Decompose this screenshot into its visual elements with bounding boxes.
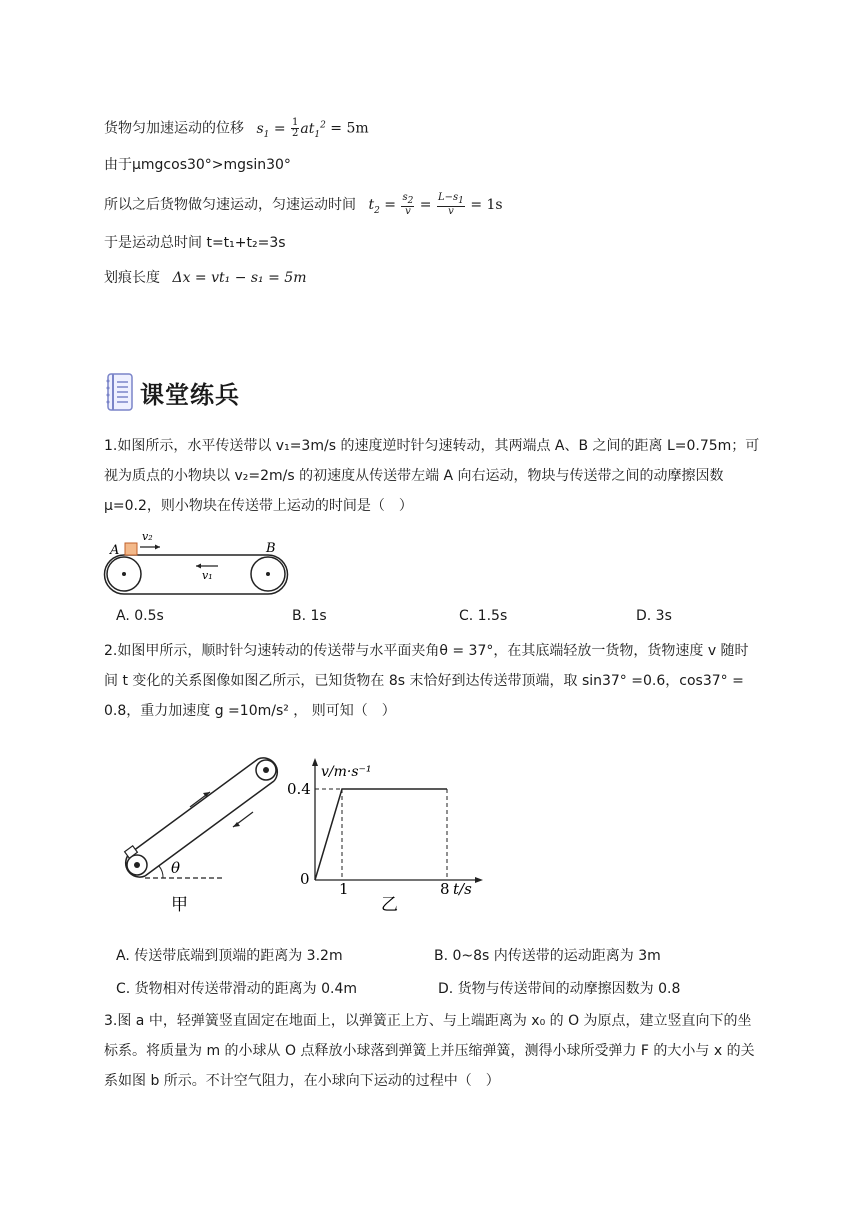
solution-line-uniform-time: 所以之后货物做匀速运动，匀速运动时间 $t_2$ = $\frac{s_2}{v}$ = $\frac{L-s_1}{v}$ = 1s xyxy=(104,192,503,217)
v-axis-label: v/m·s⁻¹ xyxy=(321,764,372,780)
v-tick-0.4: 0.4 xyxy=(287,780,311,798)
label-v1: v₁ xyxy=(202,569,213,582)
q1-option-d[interactable]: D. 3s xyxy=(636,608,672,624)
small-block xyxy=(125,543,137,555)
question-3-text: 3.图 a 中，轻弹簧竖直固定在地面上，以弹簧正上方、与上端距离为 x₀ 的 O 为原点，建立竖直向下的坐标系。将质量为 m 的小球从 O 点释放小球落到弹簧上并压缩弹簧，测得小球所受弹力 F 的大小与 x 的关系如图 b 所示。不计空气阻力，在小球向下运动的过程中（ ） xyxy=(104,1013,755,1089)
solution-line-total-time: 于是运动总时间 t=t₁+t₂=3s xyxy=(104,235,286,251)
caption-yi: 乙 xyxy=(381,895,398,915)
caption-jia: 甲 xyxy=(171,895,188,915)
section-heading xyxy=(104,372,240,412)
solution-line-displacement: 货物匀加速运动的位移 $s_1$ = $\frac{1}{2}$ $at_1^2 = 5m$ xyxy=(104,117,369,140)
t-tick-1: 1 xyxy=(339,880,349,898)
solution-line-scratch-length-text: 划痕长度 xyxy=(104,270,160,286)
solution-line-condition: 由于μmgcos30°>mgsin30° xyxy=(104,157,291,173)
angle-label: θ xyxy=(171,859,181,877)
t-axis-label: t/s xyxy=(453,880,472,898)
q2-option-a[interactable]: A. 传送带底端到顶端的距离为 3.2m xyxy=(116,948,343,964)
solution-line-scratch-length-formula: Δx = vt₁ − s₁ = 5m xyxy=(172,270,307,286)
vt-graph-figure xyxy=(285,752,495,917)
q1-option-b[interactable]: B. 1s xyxy=(292,608,327,624)
cargo-box xyxy=(125,846,138,858)
solution-line-displacement-text: 货物匀加速运动的位移 xyxy=(104,120,244,137)
section-title: 课堂练兵 xyxy=(140,380,240,409)
conveyor-figure-q1 xyxy=(100,528,300,598)
solution-line-scratch-length xyxy=(104,268,306,288)
q2-option-b[interactable]: B. 0~8s 内传送带的运动距离为 3m xyxy=(434,948,661,964)
q2-option-d[interactable]: D. 货物与传送带间的动摩擦因数为 0.8 xyxy=(438,981,681,997)
label-v2: v₂ xyxy=(142,530,153,543)
origin-label: 0 xyxy=(300,870,310,888)
q2-option-c[interactable]: C. 货物相对传送带滑动的距离为 0.4m xyxy=(116,981,358,997)
solution-line-uniform-time-text: 所以之后货物做匀速运动，匀速运动时间 xyxy=(104,197,356,213)
solution-line-displacement-formula: = 5m xyxy=(330,120,369,137)
vt-curve xyxy=(315,789,447,880)
question-2-text: 2.如图甲所示，顺时针匀速转动的传送带与水平面夹角θ = 37°，在其底端轻放一货物，货物速度 v 随时间 t 变化的关系图像如图乙所示，已知货物在 8s 末恰好到达传送带顶端，取 sin37° =0.6，cos37° = 0.8，重力加速度 g =10m/s² ， 则可知（ ） xyxy=(104,643,749,719)
t-tick-8: 8 xyxy=(440,880,450,898)
notebook-icon xyxy=(104,372,136,412)
label-a: A xyxy=(110,543,120,558)
question-1-text: 1.如图所示，水平传送带以 v₁=3m/s 的速度逆时针匀速转动，其两端点 A、B 之间的距离 L=0.75m；可视为质点的小物块以 v₂=2m/s 的初速度从传送带左端 A 向右运动，物块与传送带之间的动摩擦因数μ=0.2，则小物块在传送带上运动的时间是（ ） xyxy=(104,438,760,514)
q1-option-a[interactable]: A. 0.5s xyxy=(116,608,164,624)
label-b: B xyxy=(266,541,276,556)
solution-line-uniform-time-formula: = 1s xyxy=(470,197,503,213)
q1-option-c[interactable]: C. 1.5s xyxy=(459,608,508,624)
